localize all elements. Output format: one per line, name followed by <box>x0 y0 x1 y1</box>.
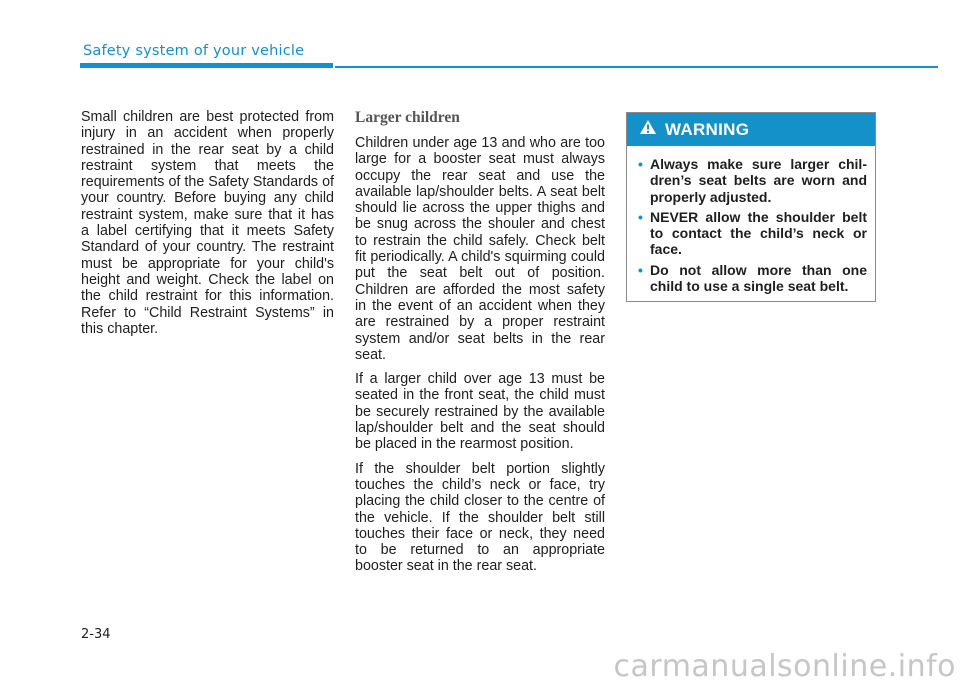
bullet-icon: • <box>638 261 643 278</box>
warning-list <box>627 146 875 294</box>
page-number: 2-34 <box>81 627 111 642</box>
warning-triangle-icon <box>639 119 665 140</box>
bullet-icon: • <box>638 208 643 225</box>
warning-header <box>627 113 875 146</box>
watermark: carmanualsonline.info <box>613 649 956 684</box>
warning-item <box>638 209 867 258</box>
header-rule-thin <box>335 66 938 68</box>
middle-paragraph-2: If a larger child over age 13 must be seated in the front seat, the child must be securely restrained by the available lap/shoulder belt and the seat should be placed in the rearmost position. <box>355 371 605 453</box>
warning-box <box>626 112 876 302</box>
warning-item-text: Do not allow more than one child to use a single seat belt. <box>650 261 867 295</box>
middle-column <box>355 109 605 583</box>
middle-paragraph-1: Children under age 13 and who are too large for a booster seat must always occupy the rear seat and use the available lap/shoulder belts. A seat belt should lie across the upper thighs and be snug across the shouler and chest to restrain the child safely. Check belt fit periodically. A child's squirming could put the seat belt out of position. Children are afforded the most safety in the event of an accident when they are restrained by a proper restraint system and/or seat belts in the rear seat. <box>355 135 605 363</box>
warning-item-text: NEVER allow the shoulder belt to contact the child’s neck or face. <box>650 208 867 258</box>
larger-children-heading: Larger children <box>355 109 460 126</box>
bullet-icon: • <box>638 156 643 172</box>
header-rule-thick <box>80 63 333 68</box>
warning-item <box>638 156 867 205</box>
left-column <box>81 109 334 345</box>
section-title: Safety system of your vehicle <box>83 43 305 59</box>
left-paragraph: Small children are best protected from injury in an accident when properly restrained in the rear seat by a child restraint system that meets the requirements of the Safety Standards of your country. Before buying any child restraint system, make sure that it has a label certifying that it meets Safety Standard of your country. The restraint must be appropriate for your child's height and weight. Check the label on the child restraint for this information. Refer to “Child Restraint Systems” in this chapter. <box>81 109 334 337</box>
warning-item-text: Always make sure larger children’s seat belts are worn and properly adjusted. <box>650 156 867 205</box>
warning-item <box>638 262 867 295</box>
warning-title: WARNING <box>665 119 750 139</box>
middle-paragraph-3: If the shoulder belt portion slightly touches the child’s neck or face, try placing the child closer to the centre of the vehicle. If the shoulder belt still touches their face or neck, they need to be returned to an appropriate booster seat in the rear seat. <box>355 460 605 575</box>
